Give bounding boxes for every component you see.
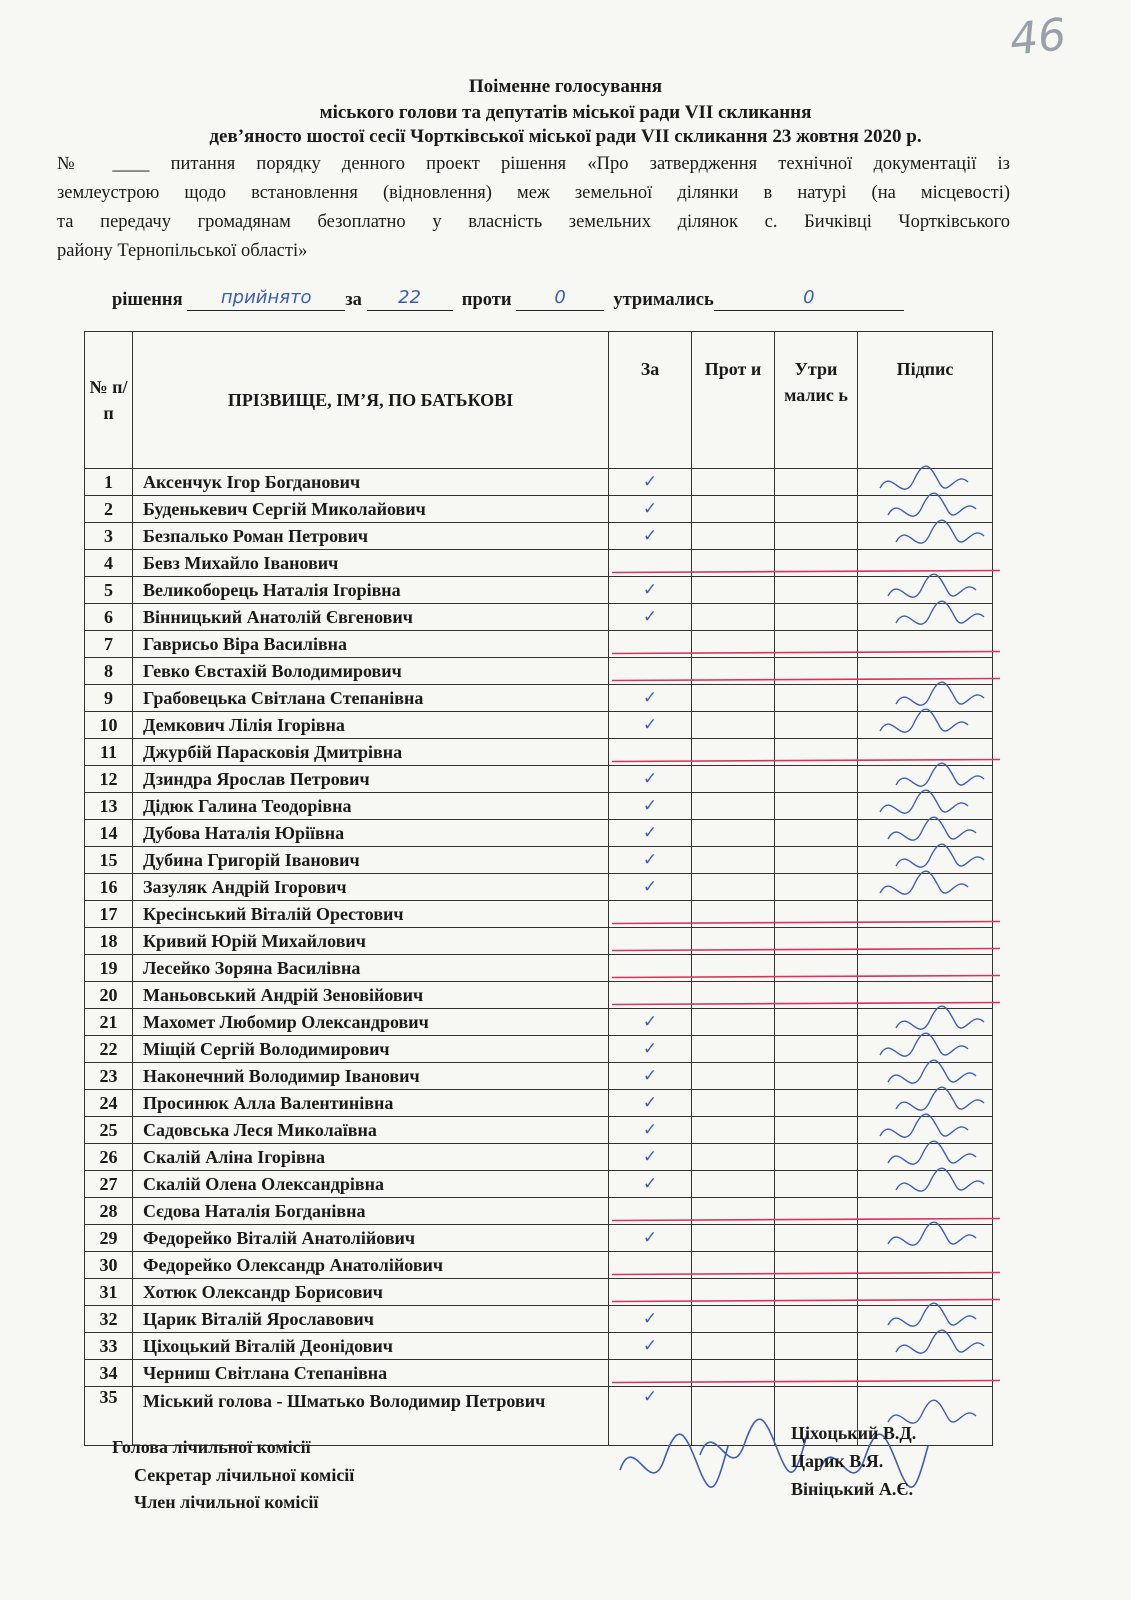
vote-for-mark: ✓	[609, 766, 692, 793]
table-row	[85, 604, 993, 631]
vote-for-mark	[609, 739, 692, 766]
vote-for-mark: ✓	[609, 496, 692, 523]
vote-for-mark	[609, 982, 692, 1009]
secretary-name: Царик В.Я.	[791, 1451, 884, 1471]
against-value: 0	[554, 287, 566, 308]
abstain-label: утримались	[613, 290, 714, 310]
vote-against-cell	[692, 1225, 775, 1252]
vote-against-cell	[692, 1198, 775, 1225]
session-line: дев’яносто шостої сесії Чортківської міської ради VII скликання 23 жовтня 2020 р.	[209, 126, 922, 147]
vote-against-cell	[692, 685, 775, 712]
vote-for-mark: ✓	[609, 1333, 692, 1360]
vote-for-mark	[609, 955, 692, 982]
vote-against-cell	[692, 1009, 775, 1036]
vote-abstain-cell	[775, 523, 858, 550]
member-name: Скалій Олена Олександрівна	[133, 1171, 609, 1198]
vote-abstain-cell	[775, 577, 858, 604]
member-name: Ціхоцький Віталій Деонідович	[133, 1333, 609, 1360]
row-number: 5	[85, 577, 133, 604]
vote-for-mark	[609, 928, 692, 955]
table-row	[85, 982, 993, 1009]
vote-against-cell	[692, 1360, 775, 1387]
table-row	[85, 1333, 993, 1360]
vote-abstain-cell	[775, 1009, 858, 1036]
vote-abstain-cell	[775, 1090, 858, 1117]
header-for: За	[609, 332, 692, 469]
vote-against-cell	[692, 982, 775, 1009]
member-name: Вініцький А.Є.	[791, 1479, 914, 1499]
vote-abstain-cell	[775, 847, 858, 874]
page-number: 46	[1007, 9, 1069, 66]
row-number: 27	[85, 1171, 133, 1198]
row-number: 4	[85, 550, 133, 577]
member-name: Міщій Сергій Володимирович	[133, 1036, 609, 1063]
vote-for-mark: ✓	[609, 847, 692, 874]
signature-cell	[858, 1252, 993, 1279]
table-row	[85, 1279, 993, 1306]
table-row	[85, 955, 993, 982]
member-name: Великоборець Наталія Ігорівна	[133, 577, 609, 604]
table-header-row	[85, 332, 993, 469]
row-number: 6	[85, 604, 133, 631]
vote-for-mark: ✓	[609, 1063, 692, 1090]
row-number: 26	[85, 1144, 133, 1171]
row-number: 20	[85, 982, 133, 1009]
vote-for-mark	[609, 1198, 692, 1225]
table-row	[85, 901, 993, 928]
vote-for-mark: ✓	[609, 820, 692, 847]
signature-cell	[858, 793, 993, 820]
header-abstain: Утри малис ь	[775, 332, 858, 469]
signature-cell	[858, 1279, 993, 1306]
vote-abstain-cell	[775, 739, 858, 766]
for-value: 22	[398, 287, 421, 308]
vote-abstain-cell	[775, 1306, 858, 1333]
vote-against-cell	[692, 496, 775, 523]
vote-abstain-cell	[775, 955, 858, 982]
decision-summary	[112, 287, 904, 311]
vote-for-mark: ✓	[609, 1144, 692, 1171]
table-row	[85, 469, 993, 496]
decision-field	[187, 287, 345, 311]
vote-for-mark: ✓	[609, 1387, 692, 1446]
vote-against-cell	[692, 1252, 775, 1279]
for-field	[367, 287, 453, 311]
signature-cell	[858, 847, 993, 874]
member-name: Садовська Леся Миколаївна	[133, 1117, 609, 1144]
table-row	[85, 1036, 993, 1063]
for-label: за	[345, 290, 362, 310]
against-field	[516, 287, 604, 311]
vote-against-cell	[692, 874, 775, 901]
member-name: Дубина Григорій Іванович	[133, 847, 609, 874]
row-number: 17	[85, 901, 133, 928]
signature-cell	[858, 1090, 993, 1117]
member-name: Зазуляк Андрій Ігорович	[133, 874, 609, 901]
member-name: Дзиндра Ярослав Петрович	[133, 766, 609, 793]
vote-against-cell	[692, 793, 775, 820]
vote-abstain-cell	[775, 1252, 858, 1279]
signature-cell	[858, 496, 993, 523]
vote-abstain-cell	[775, 712, 858, 739]
table-row	[85, 1144, 993, 1171]
row-number: 16	[85, 874, 133, 901]
member-name: Просинюк Алла Валентинівна	[133, 1090, 609, 1117]
secretary-label: Секретар лічильної комісії	[134, 1465, 355, 1485]
table-row	[85, 739, 993, 766]
vote-against-cell	[692, 1333, 775, 1360]
row-number: 25	[85, 1117, 133, 1144]
table-row	[85, 1009, 993, 1036]
vote-abstain-cell	[775, 1279, 858, 1306]
member-name: Гаврисьо Віра Василівна	[133, 631, 609, 658]
signature-cell	[858, 1171, 993, 1198]
vote-for-mark: ✓	[609, 793, 692, 820]
table-row	[85, 1225, 993, 1252]
signature-cell	[858, 982, 993, 1009]
signature-cell	[858, 955, 993, 982]
document-subtitle: міського голови та депутатів міської ради VII скликання	[319, 102, 812, 123]
table-row	[85, 1360, 993, 1387]
member-name: Грабовецька Світлана Степанівна	[133, 685, 609, 712]
decision-value: прийнято	[220, 287, 312, 308]
row-number: 7	[85, 631, 133, 658]
vote-for-mark	[609, 631, 692, 658]
header-num: № п/п	[85, 332, 133, 469]
vote-against-cell	[692, 550, 775, 577]
vote-against-cell	[692, 469, 775, 496]
signature-cell	[858, 1333, 993, 1360]
vote-against-cell	[692, 1117, 775, 1144]
row-number: 29	[85, 1225, 133, 1252]
member-name: Аксенчук Ігор Богданович	[133, 469, 609, 496]
member-name: Дідюк Галина Теодорівна	[133, 793, 609, 820]
member-name: Наконечний Володимир Іванович	[133, 1063, 609, 1090]
member-name: Черниш Світлана Степанівна	[133, 1360, 609, 1387]
member-name: Федорейко Віталій Анатолійович	[133, 1225, 609, 1252]
vote-abstain-cell	[775, 1117, 858, 1144]
member-name: Кресінський Віталій Орестович	[133, 901, 609, 928]
vote-for-mark: ✓	[609, 1306, 692, 1333]
vote-against-cell	[692, 1171, 775, 1198]
signature-cell	[858, 820, 993, 847]
row-number: 10	[85, 712, 133, 739]
signature-cell	[858, 604, 993, 631]
header-against: Прот и	[692, 332, 775, 469]
signature-cell	[858, 928, 993, 955]
member-name: Вінницький Анатолій Євгенович	[133, 604, 609, 631]
vote-abstain-cell	[775, 550, 858, 577]
vote-for-mark: ✓	[609, 1090, 692, 1117]
against-label: проти	[461, 290, 512, 310]
vote-against-cell	[692, 1144, 775, 1171]
intro-line: району Тернопільської області»	[57, 241, 308, 261]
signature-cell	[858, 874, 993, 901]
vote-against-cell	[692, 523, 775, 550]
table-row	[85, 1117, 993, 1144]
member-name: Гевко Євстахій Володимирович	[133, 658, 609, 685]
vote-against-cell	[692, 1090, 775, 1117]
member-name: Кривий Юрій Михайлович	[133, 928, 609, 955]
vote-abstain-cell	[775, 658, 858, 685]
signature-cell	[858, 685, 993, 712]
vote-abstain-cell	[775, 793, 858, 820]
vote-for-mark: ✓	[609, 712, 692, 739]
table-row	[85, 928, 993, 955]
signature-cell	[858, 1198, 993, 1225]
table-row	[85, 1306, 993, 1333]
intro-line: землеустрою щодо встановлення (відновлення) меж земельної ділянки в натурі (на місцевості)	[57, 183, 1010, 203]
chair-name: Ціхоцький В.Д.	[791, 1423, 917, 1443]
row-number: 22	[85, 1036, 133, 1063]
row-number: 8	[85, 658, 133, 685]
member-name: Федорейко Олександр Анатолійович	[133, 1252, 609, 1279]
vote-for-mark	[609, 1252, 692, 1279]
row-number: 28	[85, 1198, 133, 1225]
member-name: Безпалько Роман Петрович	[133, 523, 609, 550]
row-number: 11	[85, 739, 133, 766]
vote-for-mark	[609, 1360, 692, 1387]
vote-against-cell	[692, 820, 775, 847]
row-number: 13	[85, 793, 133, 820]
vote-against-cell	[692, 1279, 775, 1306]
row-number: 30	[85, 1252, 133, 1279]
signature-cell	[858, 469, 993, 496]
vote-abstain-cell	[775, 1225, 858, 1252]
vote-abstain-cell	[775, 1333, 858, 1360]
row-number: 32	[85, 1306, 133, 1333]
signature-cell	[858, 1144, 993, 1171]
vote-against-cell	[692, 739, 775, 766]
document-title: Поіменне голосування	[468, 76, 663, 97]
signature-cell	[858, 550, 993, 577]
signature-cell	[858, 631, 993, 658]
table-row	[85, 658, 993, 685]
signature-cell	[858, 1306, 993, 1333]
vote-against-cell	[692, 901, 775, 928]
vote-abstain-cell	[775, 1036, 858, 1063]
member-name: Царик Віталій Ярославович	[133, 1306, 609, 1333]
table-row	[85, 820, 993, 847]
vote-against-cell	[692, 928, 775, 955]
table-row	[85, 847, 993, 874]
signature-cell	[858, 1225, 993, 1252]
table-row	[85, 1252, 993, 1279]
row-number: 14	[85, 820, 133, 847]
vote-for-mark: ✓	[609, 469, 692, 496]
signature-cell	[858, 577, 993, 604]
signature-cell	[858, 1036, 993, 1063]
signature-cell	[858, 1009, 993, 1036]
intro-line: № ____ питання порядку денного проект рішення «Про затвердження технічної документації із	[57, 154, 1010, 174]
table-row	[85, 685, 993, 712]
signature-cell	[858, 1117, 993, 1144]
row-number: 1	[85, 469, 133, 496]
header-name: ПРІЗВИЩЕ, ІМ’Я, ПО БАТЬКОВІ	[133, 332, 609, 469]
vote-for-mark	[609, 550, 692, 577]
row-number: 24	[85, 1090, 133, 1117]
decision-label: рішення	[112, 290, 183, 310]
member-name: Демкович Лілія Ігорівна	[133, 712, 609, 739]
table-row	[85, 874, 993, 901]
abstain-field	[714, 287, 904, 311]
table-row	[85, 793, 993, 820]
table-row	[85, 550, 993, 577]
vote-against-cell	[692, 712, 775, 739]
member-name: Лесейко Зоряна Василівна	[133, 955, 609, 982]
member-name: Сєдова Наталія Богданівна	[133, 1198, 609, 1225]
member-name: Дубова Наталія Юріївна	[133, 820, 609, 847]
vote-abstain-cell	[775, 820, 858, 847]
table-row	[85, 712, 993, 739]
member-name: Бевз Михайло Іванович	[133, 550, 609, 577]
member-name: Маньовський Андрій Зеновійович	[133, 982, 609, 1009]
row-number: 12	[85, 766, 133, 793]
vote-for-mark: ✓	[609, 523, 692, 550]
vote-against-cell	[692, 955, 775, 982]
vote-abstain-cell	[775, 982, 858, 1009]
table-row	[85, 1090, 993, 1117]
member-name: Хотюк Олександр Борисович	[133, 1279, 609, 1306]
vote-abstain-cell	[775, 469, 858, 496]
row-number: 19	[85, 955, 133, 982]
row-number: 2	[85, 496, 133, 523]
row-number: 31	[85, 1279, 133, 1306]
vote-for-mark: ✓	[609, 1171, 692, 1198]
table-row	[85, 766, 993, 793]
header-signature: Підпис	[858, 332, 993, 469]
vote-abstain-cell	[775, 1063, 858, 1090]
signature-cell	[858, 658, 993, 685]
signature-cell	[858, 739, 993, 766]
vote-against-cell	[692, 847, 775, 874]
vote-abstain-cell	[775, 928, 858, 955]
vote-abstain-cell	[775, 874, 858, 901]
vote-against-cell	[692, 1063, 775, 1090]
vote-for-mark: ✓	[609, 577, 692, 604]
table-row	[85, 496, 993, 523]
chair-label: Голова лічильної комісії	[112, 1437, 311, 1457]
vote-against-cell	[692, 604, 775, 631]
vote-against-cell	[692, 658, 775, 685]
vote-abstain-cell	[775, 604, 858, 631]
vote-against-cell	[692, 1387, 775, 1446]
table-row	[85, 1198, 993, 1225]
signature-cell	[858, 1063, 993, 1090]
row-number: 3	[85, 523, 133, 550]
vote-for-mark	[609, 658, 692, 685]
vote-against-cell	[692, 577, 775, 604]
vote-for-mark: ✓	[609, 874, 692, 901]
signature-cell	[858, 901, 993, 928]
intro-line: та передачу громадянам безоплатно у власність земельних ділянок с. Бичківці Чортківського	[57, 212, 1010, 232]
vote-abstain-cell	[775, 496, 858, 523]
signature-cell	[858, 523, 993, 550]
table-row	[85, 523, 993, 550]
row-number: 21	[85, 1009, 133, 1036]
vote-for-mark: ✓	[609, 1117, 692, 1144]
row-number: 33	[85, 1333, 133, 1360]
row-number: 9	[85, 685, 133, 712]
vote-against-cell	[692, 631, 775, 658]
vote-for-mark: ✓	[609, 685, 692, 712]
vote-for-mark	[609, 1279, 692, 1306]
row-number: 18	[85, 928, 133, 955]
vote-abstain-cell	[775, 766, 858, 793]
vote-against-cell	[692, 766, 775, 793]
vote-against-cell	[692, 1306, 775, 1333]
row-number: 35	[85, 1387, 133, 1446]
row-number: 34	[85, 1360, 133, 1387]
agenda-item-text	[57, 150, 1010, 266]
member-name: Буденькевич Сергій Миколайович	[133, 496, 609, 523]
member-name: Джурбій Парасковія Дмитрівна	[133, 739, 609, 766]
table-row	[85, 1063, 993, 1090]
vote-abstain-cell	[775, 685, 858, 712]
vote-abstain-cell	[775, 631, 858, 658]
vote-abstain-cell	[775, 1144, 858, 1171]
table-row	[85, 1171, 993, 1198]
vote-abstain-cell	[775, 901, 858, 928]
row-number: 15	[85, 847, 133, 874]
row-number: 23	[85, 1063, 133, 1090]
table-row	[85, 577, 993, 604]
vote-for-mark: ✓	[609, 604, 692, 631]
roll-call-table	[84, 331, 993, 1446]
vote-for-mark	[609, 901, 692, 928]
vote-for-mark: ✓	[609, 1009, 692, 1036]
vote-abstain-cell	[775, 1360, 858, 1387]
vote-abstain-cell	[775, 1171, 858, 1198]
vote-for-mark: ✓	[609, 1225, 692, 1252]
member-label: Член лічильної комісії	[134, 1492, 319, 1512]
signature-cell	[858, 712, 993, 739]
member-name: Махомет Любомир Олександрович	[133, 1009, 609, 1036]
signature-cell	[858, 766, 993, 793]
member-name: Скалій Аліна Ігорівна	[133, 1144, 609, 1171]
member-name: Міський голова - Шматько Володимир Петрович	[133, 1387, 609, 1446]
vote-for-mark: ✓	[609, 1036, 692, 1063]
abstain-value: 0	[803, 287, 815, 308]
vote-against-cell	[692, 1036, 775, 1063]
signature-cell	[858, 1360, 993, 1387]
table-row	[85, 631, 993, 658]
vote-abstain-cell	[775, 1198, 858, 1225]
